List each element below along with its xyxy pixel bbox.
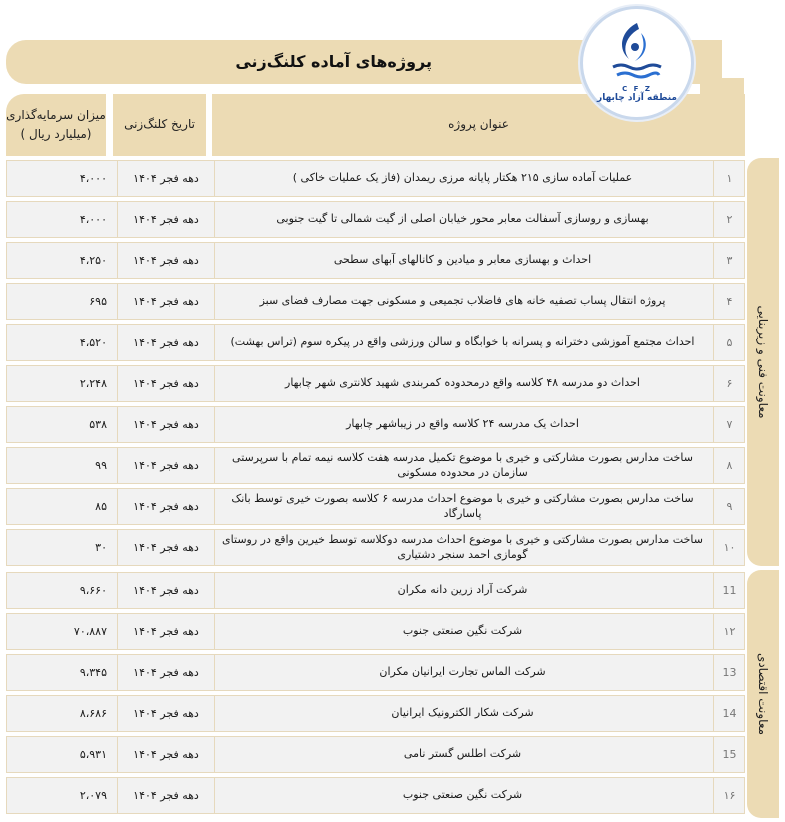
table-row: [6, 447, 745, 484]
row-number: 11: [713, 573, 745, 608]
project-title-cell: شرکت شکار الکترونیک ایرانیان: [391, 706, 534, 720]
table-row: [6, 160, 745, 197]
group-technical: [747, 158, 779, 566]
page-title: پروژه‌های آماده کلنگ‌زنی: [235, 52, 432, 71]
date-cell: دهه فجر ۱۴۰۴: [117, 696, 215, 731]
row-number: ۴: [713, 284, 745, 319]
wave-logo-icon: [607, 19, 665, 85]
date-cell: دهه فجر ۱۴۰۴: [117, 614, 215, 649]
investment-cell: ۵۳۸: [89, 418, 107, 431]
table-row: [6, 488, 745, 525]
row-number: ۲: [713, 202, 745, 237]
investment-cell: ۲،۰۷۹: [79, 789, 107, 802]
project-title-cell: پروژه انتقال پساب تصفیه خانه های فاضلاب تجمیعی و مسکونی جهت مصارف فضای سبز: [259, 294, 666, 308]
project-title-cell: شرکت آراد زرین دانه مکران: [397, 583, 528, 597]
table-row: [6, 654, 745, 691]
table-row: [6, 283, 745, 320]
table-row: [6, 613, 745, 650]
logo-sub-text: C F Z: [622, 85, 652, 93]
investment-cell: ۳۰: [95, 541, 107, 554]
table-row: [6, 365, 745, 402]
table-row: [6, 201, 745, 238]
date-cell: دهه فجر ۱۴۰۴: [117, 366, 215, 401]
row-number: ۱۲: [713, 614, 745, 649]
header-date: تاریخ کلنگ‌زنی: [113, 94, 206, 156]
date-cell: دهه فجر ۱۴۰۴: [117, 243, 215, 278]
row-number: 15: [713, 737, 745, 772]
project-title-cell: بهسازی و روسازی آسفالت معابر محور خیابان اصلی از گیت شمالی تا گیت جنوبی: [276, 212, 649, 226]
header-investment: میزان سرمایه‌گذاری (میلیارد ریال ): [6, 94, 106, 156]
row-number: ۹: [713, 489, 745, 524]
row-number: ۱: [713, 161, 745, 196]
row-number: ۷: [713, 407, 745, 442]
date-cell: دهه فجر ۱۴۰۴: [117, 325, 215, 360]
date-cell: دهه فجر ۱۴۰۴: [117, 655, 215, 690]
row-number: ۱۰: [713, 530, 745, 565]
date-cell: دهه فجر ۱۴۰۴: [117, 737, 215, 772]
row-number: 13: [713, 655, 745, 690]
table-row: [6, 529, 745, 566]
date-cell: دهه فجر ۱۴۰۴: [117, 161, 215, 196]
row-number: ۳: [713, 243, 745, 278]
table-row: [6, 324, 745, 361]
project-title-cell: شرکت الماس تجارت ایرانیان مکران: [379, 665, 546, 679]
date-cell: دهه فجر ۱۴۰۴: [117, 202, 215, 237]
date-cell: دهه فجر ۱۴۰۴: [117, 284, 215, 319]
table-row: [6, 695, 745, 732]
date-cell: دهه فجر ۱۴۰۴: [117, 530, 215, 565]
project-title-cell: شرکت نگین صنعتی جنوب: [402, 624, 523, 638]
project-title-cell: ساخت مدارس بصورت مشارکتی و خیری با موضوع احداث مدرسه دوکلاسه توسط خیرین واقع در روستای گومازی احمد سنجر دشتیاری: [222, 532, 703, 561]
date-cell: دهه فجر ۱۴۰۴: [117, 573, 215, 608]
row-number: ۱۶: [713, 778, 745, 813]
investment-cell: ۴،۵۲۰: [79, 336, 107, 349]
investment-cell: ۴،۲۵۰: [79, 254, 107, 267]
investment-cell: ۷۰،۸۸۷: [73, 625, 107, 638]
investment-cell: ۲،۲۴۸: [79, 377, 107, 390]
investment-cell: ۵،۹۳۱: [79, 748, 107, 761]
project-title-cell: احداث و بهسازی معابر و میادین و کانالهای آبهای سطحی: [333, 253, 592, 267]
table-row: [6, 242, 745, 279]
group-technical-label: معاونت فنی و زیربنایی: [756, 305, 770, 419]
header-title: عنوان پروژه: [212, 94, 745, 156]
investment-cell: ۹،۶۶۰: [79, 584, 107, 597]
row-number: ۸: [713, 448, 745, 483]
logo: [580, 6, 694, 120]
date-cell: دهه فجر ۱۴۰۴: [117, 778, 215, 813]
investment-cell: ۸،۶۸۶: [79, 707, 107, 720]
table-row: [6, 572, 745, 609]
investment-cell: ۴،۰۰۰: [79, 172, 107, 185]
investment-cell: ۹۹: [95, 459, 107, 472]
row-number: 14: [713, 696, 745, 731]
table-row: [6, 777, 745, 814]
project-title-cell: ساخت مدارس بصورت مشارکتی و خیری با موضوع احداث مدرسه ۶ کلاسه بصورت خیری توسط بانک پاسارگاد: [231, 491, 694, 520]
project-title-cell: احداث مجتمع آموزشی دخترانه و پسرانه با خوابگاه و سالن ورزشی واقع در پیکره سوم (تراس بهشت): [230, 335, 695, 349]
date-cell: دهه فجر ۱۴۰۴: [117, 448, 215, 483]
date-cell: دهه فجر ۱۴۰۴: [117, 407, 215, 442]
investment-cell: ۸۵: [95, 500, 107, 513]
investment-cell: ۶۹۵: [89, 295, 107, 308]
date-cell: دهه فجر ۱۴۰۴: [117, 489, 215, 524]
project-title-cell: احداث یک مدرسه ۲۴ کلاسه واقع در زیباشهر چابهار: [346, 417, 579, 431]
row-number: ۶: [713, 366, 745, 401]
project-title-cell: شرکت اطلس گستر نامی: [403, 747, 522, 761]
investment-cell: ۴،۰۰۰: [79, 213, 107, 226]
table-row: [6, 406, 745, 443]
project-title-cell: ساخت مدارس بصورت مشارکتی و خیری با موضوع تکمیل مدرسه هفت کلاسه نیمه تمام با سرپرستی سازمان در محدوده مسکونی: [232, 450, 693, 479]
row-number: ۵: [713, 325, 745, 360]
table-row: [6, 736, 745, 773]
investment-cell: ۹،۳۴۵: [79, 666, 107, 679]
project-title-cell: شرکت نگین صنعتی جنوب: [402, 788, 523, 802]
project-title-cell: عملیات آماده سازی ۲۱۵ هکتار پایانه مرزی ریمدان (فاز یک عملیات خاکی ): [292, 171, 633, 185]
group-economic: [747, 570, 779, 818]
group-economic-label: معاونت اقتصادی: [756, 652, 770, 736]
logo-text: منطقه آزاد چابهار: [597, 93, 677, 103]
project-title-cell: احداث دو مدرسه ۴۸ کلاسه واقع درمحدوده کمربندی شهید کلانتری شهر چابهار: [285, 376, 640, 390]
